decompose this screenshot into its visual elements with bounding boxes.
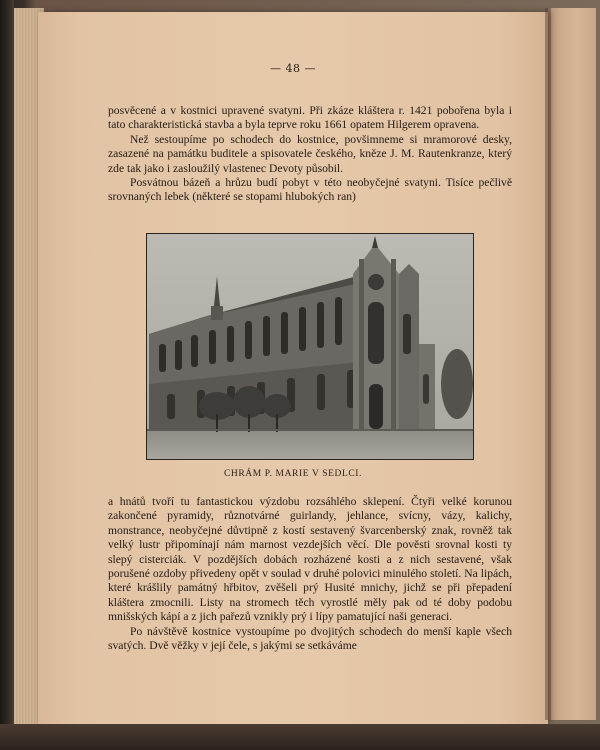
paragraph: posvěcené a v kostnici upravené svatyni. Při zkáze kláštera r. 1421 pobořena byla i tato charakteristická stavba a byla teprve roku 1661 opatem Hilgerem opravena.	[108, 104, 512, 132]
page-fold-shadow	[545, 8, 551, 720]
table-surface	[0, 724, 600, 750]
book-spine	[0, 0, 14, 750]
paragraph: a hnátů tvoří tu fantastickou výzdobu rozsáhlého sklepení. Čtyři velké korunou zakončené pyramidy, různotvárné guirlandy, jehlance, svícny, vázy, kalichy, monstrance, neobyčejné důvtipně z kostí sestavený švarcenberský znak, rovněž tak velký lustr připomínají nám marnost vezdejších věcí. Dle pověsti srovnal kosti ty slepý cisterciák. V pozdějších dobách rozházené kosti a z nich sestavené, však porušené ozdoby přivedeny opět v soulad v druhé polovici minulého století. Na lipách, které krášlily památný hřbitov, zvěšeli prý Husité mnichy, jichž se při přepadení kláštera zmocnili. Listy na stromech těch vyrostlé měly pak od té doby podobu mnišských kápí a z jich pařezů vznikly prý i lípy pamatující naši generaci.	[108, 495, 512, 624]
book-page	[38, 12, 548, 724]
paragraph: Po návštěvě kostnice vystoupíme po dvojitých schodech do menší kaple všech svatých. Dvě věžky v její čele, s jakými se setkáváme	[108, 624, 512, 653]
top-text-block	[108, 104, 512, 205]
bottom-text-block	[108, 495, 512, 653]
figure-caption: CHRÁM P. MARIE V SEDLCI.	[223, 469, 363, 479]
paragraph: Posvátnou bázeň a hrůzu budí pobyt v této neobyčejné svatyni. Tisíce pečlivě srovnaných lebek (některé se stopami hlubokých ran)	[108, 176, 512, 204]
church-illustration	[147, 234, 473, 459]
church-photograph	[146, 233, 474, 460]
page-number: — 48 —	[270, 62, 316, 75]
right-page-edges	[548, 8, 596, 720]
paragraph: Než sestoupíme po schodech do kostnice, povšimneme si mramorové desky, zasazené na památku buditele a spisovatele českého, kněze J. M. Rautenkranze, který zde tak jako i zasloužilý vlastenec Devoty působil.	[108, 132, 512, 175]
